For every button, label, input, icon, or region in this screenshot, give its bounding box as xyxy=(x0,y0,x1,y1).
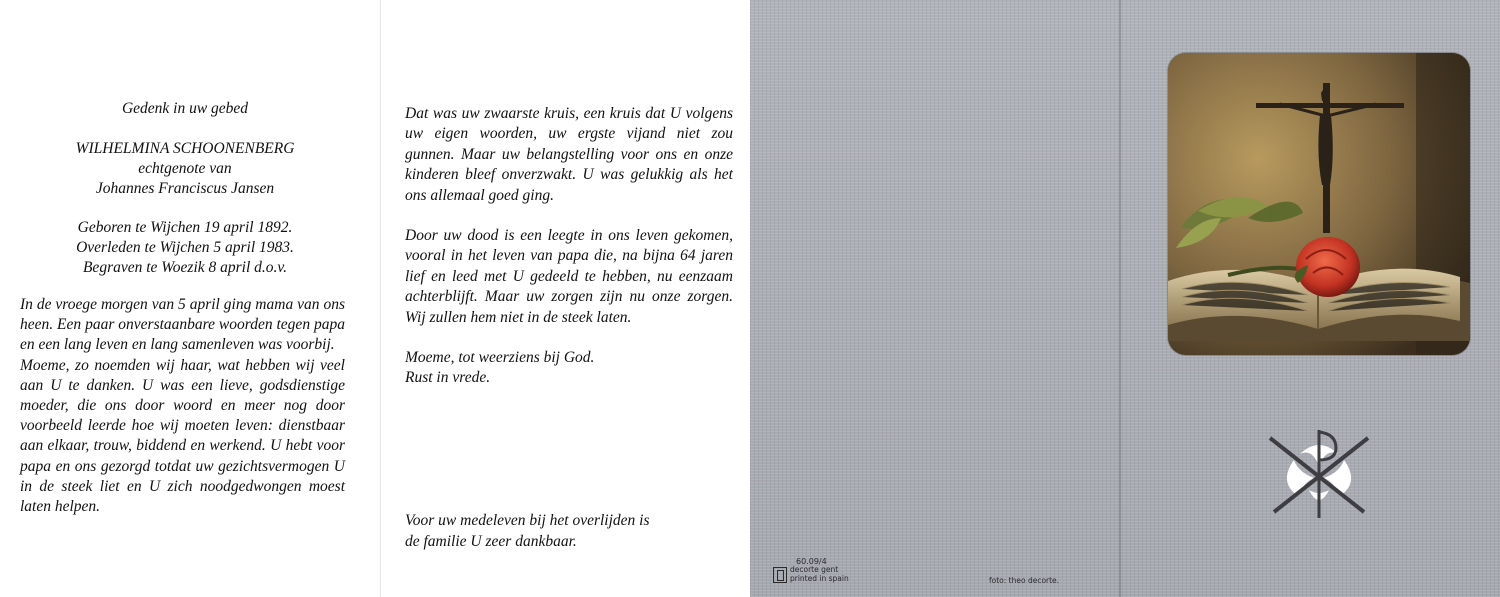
paragraph: Dat was uw zwaarste kruis, een kruis dat U volgens uw eigen woorden, uw ergste vijand niet zou gunnen. Maar uw belangstelling voor ons en onze kinderen bleef onverzwakt. U was gelukkig als het ons allemaal goed ging. xyxy=(405,105,733,204)
card-code: 60.09/4 xyxy=(796,557,827,566)
farewell-line: Moeme, tot weerziens bij God. xyxy=(405,349,595,367)
publisher-logo-icon xyxy=(773,567,787,583)
memorial-heading: Gedenk in uw gebed xyxy=(121,100,249,117)
relation-label: echtgenote van xyxy=(138,160,232,177)
card-cover xyxy=(750,0,1500,597)
dates-block xyxy=(0,218,370,278)
burial-line: Begraven te Woezik 8 april d.o.v. xyxy=(82,259,288,276)
farewell-line: Rust in vrede. xyxy=(405,369,491,387)
paragraph: In de vroege morgen van 5 april ging mama van ons heen. Een paar onverstaanbare woorden tegen papa en een lang leven en lang samenleven was voorbij. xyxy=(20,296,345,354)
spouse-name: Johannes Franciscus Jansen xyxy=(95,180,275,197)
card-middle-panel xyxy=(381,0,750,597)
birth-line: Geboren te Wijchen 19 april 1892. xyxy=(77,219,293,236)
deceased-block xyxy=(0,139,370,199)
memorial-text-left xyxy=(20,295,345,517)
thanks-line: de familie U zeer dankbaar. xyxy=(405,533,577,550)
card-left-panel xyxy=(0,0,381,597)
printed-in: printed in spain xyxy=(790,574,849,583)
publisher-name: decorte gent xyxy=(790,565,839,574)
paragraph: Door uw dood is een leegte in ons leven gekomen, vooral in het leven van papa die, na bijna 64 jaren lief en leed met U gedeeld te hebben, nu eenzaam achterblijft. Maar uw zorgen zijn nu onze zorgen. Wij zullen hem niet in de steek laten. xyxy=(405,227,733,326)
death-line: Overleden te Wijchen 5 april 1983. xyxy=(76,239,294,256)
deceased-name: WILHELMINA SCHOONENBERG xyxy=(75,140,295,157)
memorial-text-middle xyxy=(405,104,733,389)
chi-rho-icon xyxy=(1264,426,1374,520)
crucifix-rose-bible-icon xyxy=(1168,53,1470,355)
photo-credit: foto: theo decorte. xyxy=(989,576,1060,585)
paragraph: Moeme, zo noemden wij haar, wat hebben wij veel aan U te danken. U was een lieve, godsdienstige moeder, die ons door woord en meer nog door voorbeeld leerde hoe wij moeten leven: dienstbaar aan elkaar, trouw, biddend en werkend. U hebt voor papa en ons gezorgd totdat uw gezichtsvermogen U in de steek liet en U zich noodgedwongen moest laten helpen. xyxy=(20,356,345,516)
fold-line xyxy=(1119,0,1121,597)
thanks-line: Voor uw medeleven bij het overlijden is xyxy=(405,512,650,529)
thanks-note xyxy=(405,510,735,552)
